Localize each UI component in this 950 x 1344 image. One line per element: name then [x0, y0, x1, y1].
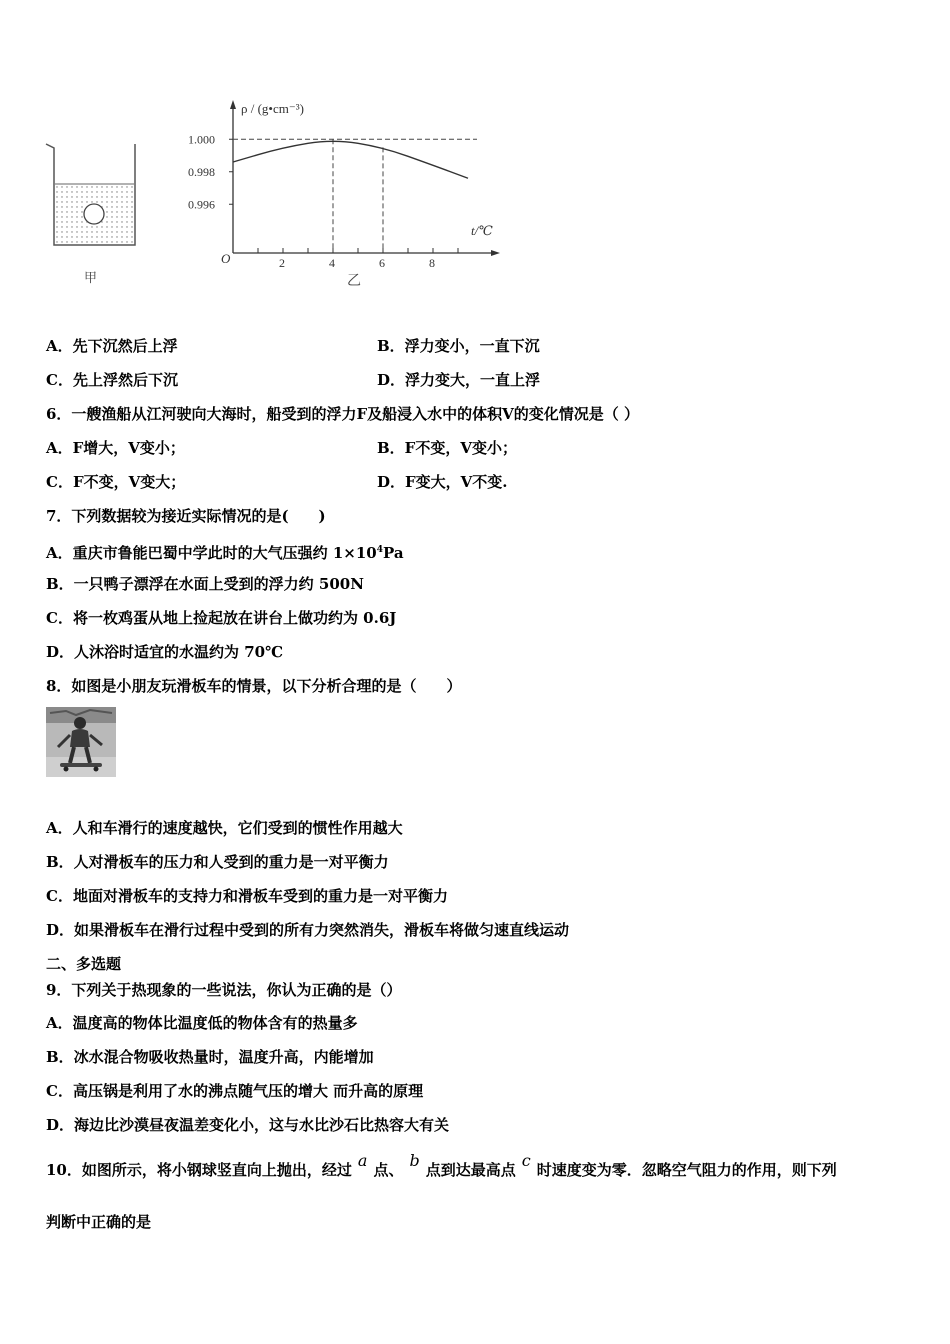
q10-stem-line2: 判断中正确的是 — [46, 1213, 152, 1231]
q8-option-b[interactable]: B．人对滑板车的压力和人受到的重力是一对平衡力 — [46, 853, 389, 871]
graph-caption: 乙 — [347, 274, 361, 289]
q5-option-b[interactable]: B．浮力变小，一直下沉 — [377, 337, 540, 355]
q8-option-d[interactable]: D．如果滑板车在滑行过程中受到的所有力突然消失，滑板车将做匀速直线运动 — [46, 921, 570, 939]
q6-option-b[interactable]: B．F不变，V变小； — [377, 439, 517, 457]
q10-text-1: 10．如图所示，将小钢球竖直向上抛出，经过 — [46, 1161, 352, 1179]
q8-option-a[interactable]: A．人和车滑行的速度越快，它们受到的惯性作用越大 — [46, 819, 403, 837]
q6-stem: 6．一艘渔船从江河驶向大海时，船受到的浮力F及船浸入水中的体积V的变化情况是（ ） — [46, 405, 639, 423]
q6-option-c[interactable]: C．F不变，V变大； — [46, 473, 186, 491]
q9-stem: 9．下列关于热现象的一些说法，你认为正确的是（） — [46, 981, 402, 999]
y-tick-label: 0.998 — [188, 164, 215, 179]
q9-option-d[interactable]: D．海边比沙漠昼夜温差变化小，这与水比沙石比热容大有关 — [46, 1116, 450, 1134]
q5-option-a[interactable]: A．先下沉然后上浮 — [46, 337, 178, 355]
x-tick-label: 8 — [429, 256, 435, 270]
q10-text-4: 时速度变为零．忽略空气阻力的作用，则下列 — [536, 1161, 837, 1179]
q6-option-a[interactable]: A．F增大，V变小； — [46, 439, 185, 457]
q7-option-a[interactable] — [46, 540, 404, 563]
y-tick-label: 1.000 — [188, 132, 215, 147]
q5-option-c[interactable]: C．先上浮然后下沉 — [46, 371, 178, 389]
x-tick-label: 4 — [329, 256, 335, 270]
q7-exponent: 4 — [376, 545, 384, 555]
q5-option-d[interactable]: D．浮力变大，一直上浮 — [377, 371, 541, 389]
y-tick-label: 0.996 — [188, 197, 215, 212]
x-tick-label: 6 — [379, 256, 385, 270]
q7-option-b[interactable]: B．一只鸭子漂浮在水面上受到的浮力约 500N — [46, 575, 364, 593]
density-graph — [185, 95, 505, 295]
beaker-figure — [40, 130, 150, 290]
q10-stem — [46, 1151, 837, 1180]
q9-option-b[interactable]: B．冰水混合物吸收热量时，温度升高，内能增加 — [46, 1048, 374, 1066]
x-axis-label: t/℃ — [471, 223, 493, 238]
q7-stem: 7．下列数据较为接近实际情况的是( ) — [46, 507, 326, 525]
ball — [84, 204, 104, 224]
q9-option-c[interactable]: C．高压锅是利用了水的沸点随气压的增大 而升高的原理 — [46, 1082, 424, 1100]
q10-text-3: 点到达最高点 — [425, 1161, 516, 1179]
q9-option-a[interactable]: A．温度高的物体比温度低的物体含有的热量多 — [46, 1014, 358, 1032]
y-axis-label: ρ / (g•cm⁻³) — [241, 101, 304, 116]
point-a-label: a — [357, 1151, 368, 1170]
q10-text-2: 点、 — [373, 1161, 404, 1179]
q7-option-d[interactable]: D．人沐浴时适宜的水温约为 70℃ — [46, 643, 284, 661]
point-b-label: b — [409, 1151, 420, 1170]
x-tick-label: 2 — [279, 256, 285, 270]
q8-option-c[interactable]: C．地面对滑板车的支持力和滑板车受到的重力是一对平衡力 — [46, 887, 448, 905]
q8-stem: 8．如图是小朋友玩滑板车的情景，以下分析合理的是（ ） — [46, 677, 462, 695]
beaker-caption: 甲 — [84, 270, 98, 285]
q7-option-a-text: A．重庆市鲁能巴蜀中学此时的大气压强约 1×10 — [46, 544, 377, 562]
density-curve — [233, 141, 468, 178]
origin-label: O — [221, 251, 231, 266]
q7-option-c[interactable]: C．将一枚鸡蛋从地上捡起放在讲台上做功约为 0.6J — [46, 609, 397, 627]
section-heading: 二、多选题 — [46, 955, 122, 973]
skateboard-photo — [46, 707, 116, 777]
q6-option-d[interactable]: D．F变大，V不变. — [377, 473, 508, 491]
point-c-label: c — [521, 1151, 531, 1170]
q7-option-a-unit: Pa — [383, 544, 404, 562]
